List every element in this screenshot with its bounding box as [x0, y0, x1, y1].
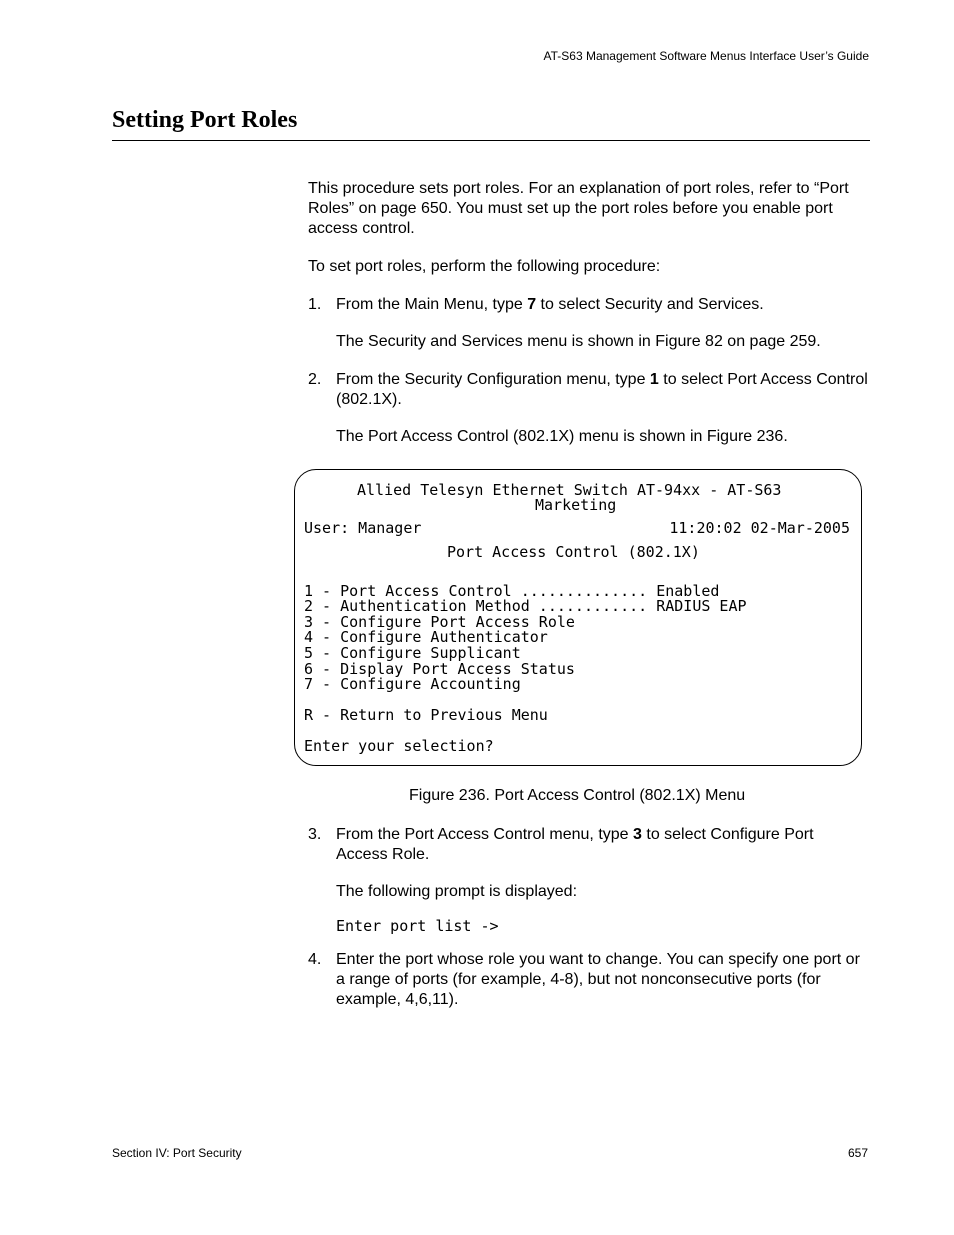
- step-1: [308, 295, 868, 315]
- terminal-title: Allied Telesyn Ethernet Switch AT-94xx - AT-S63: [357, 481, 782, 499]
- terminal-user: User: Manager: [304, 519, 422, 537]
- step-text: From the Main Menu, type 7 to select Security and Services.: [336, 296, 764, 313]
- step-4: [308, 950, 868, 1010]
- step-text: From the Port Access Control menu, type 3 to select Configure Port Access Role.: [336, 826, 814, 863]
- menu-item: 6 - Display Port Access Status: [304, 660, 575, 678]
- footer-section: Section IV: Port Security: [112, 1146, 242, 1160]
- menu-item: 7 - Configure Accounting: [304, 675, 521, 693]
- step-number: 2.: [308, 371, 322, 388]
- port-list-prompt: Enter port list ->: [336, 917, 499, 935]
- title-divider: [112, 140, 870, 141]
- menu-item: 1 - Port Access Control .............. Enabled: [304, 582, 720, 600]
- key-highlight: 1: [649, 371, 659, 388]
- intro-paragraph: This procedure sets port roles. For an explanation of port roles, refer to “Port Roles” on page 650. You must set up the port roles before you enable port access control.: [308, 180, 849, 237]
- running-header: AT-S63 Management Software Menus Interface User’s Guide: [543, 49, 869, 63]
- procedure-body-final: [308, 950, 868, 1010]
- terminal-timestamp: 11:20:02 02-Mar-2005: [669, 519, 850, 537]
- terminal-screen: [294, 469, 862, 766]
- step-2: [308, 370, 868, 410]
- terminal-prompt: Enter your selection?: [304, 737, 494, 755]
- step-text: Enter the port whose role you want to change. You can specify one port or a range of ports (for example, 4-8), but not nonconsecutive ports (for example, 4,6,11).: [336, 951, 860, 1008]
- step-number: 1.: [308, 296, 322, 313]
- key-highlight: 3: [633, 826, 642, 843]
- step-number: 3.: [308, 826, 322, 843]
- section-title: Setting Port Roles: [112, 107, 298, 133]
- terminal-subtitle: Marketing: [535, 496, 617, 514]
- menu-item-return: R - Return to Previous Menu: [304, 706, 548, 724]
- procedure-body: [308, 179, 868, 447]
- menu-item: 3 - Configure Port Access Role: [304, 613, 575, 631]
- step-note: The Security and Services menu is shown in Figure 82 on page 259.: [336, 333, 821, 350]
- menu-item: 4 - Configure Authenticator: [304, 628, 548, 646]
- page-number: 657: [847, 1146, 868, 1160]
- step-number: 4.: [308, 951, 322, 968]
- step-note: The following prompt is displayed:: [336, 883, 578, 900]
- figure-caption: Figure 236. Port Access Control (802.1X) Menu: [409, 787, 746, 804]
- procedure-body-continued: [308, 825, 868, 902]
- step-note: The Port Access Control (802.1X) menu is shown in Figure 236.: [336, 428, 788, 445]
- intro-lead-in: To set port roles, perform the following procedure:: [308, 258, 661, 275]
- terminal-menu-title: Port Access Control (802.1X): [447, 543, 700, 561]
- step-text: From the Security Configuration menu, type 1 to select Port Access Control (802.1X).: [336, 371, 868, 408]
- menu-item: 2 - Authentication Method ............ RADIUS EAP: [304, 597, 747, 615]
- menu-item: 5 - Configure Supplicant: [304, 644, 521, 662]
- step-3: [308, 825, 868, 865]
- key-highlight: 7: [527, 296, 537, 313]
